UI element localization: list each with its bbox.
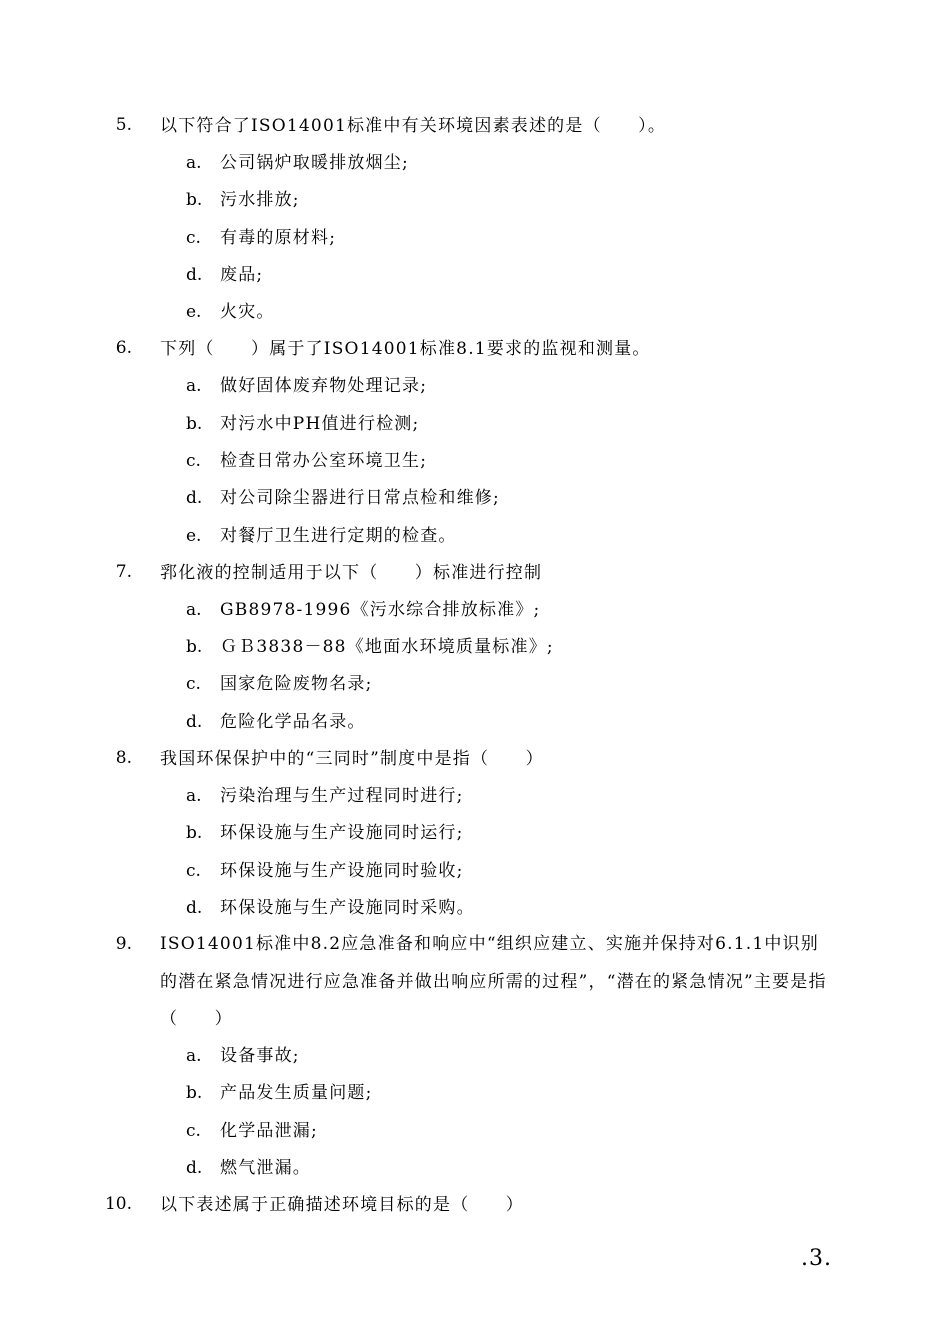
option-text: 做好固体废弃物处理记录; (220, 376, 428, 396)
question-text: 我国环保保护中的“三同时”制度中是指（ ） (160, 749, 544, 769)
question-text: 以下表述属于正确描述环境目标的是（ ） (160, 1195, 524, 1215)
question-text: 郛化液的控制适用于以下（ ）标准进行控制 (160, 563, 543, 583)
option-letter: d. (186, 488, 203, 508)
option-text: 废品; (220, 265, 264, 285)
question-number: 8. (115, 748, 132, 768)
option-letter: a. (186, 1046, 202, 1066)
option-text: 环保设施与生产设施同时验收; (220, 861, 464, 881)
option-letter: c. (186, 861, 201, 881)
option-letter: a. (186, 600, 202, 620)
question-number: 7. (115, 562, 132, 582)
option-letter: b. (186, 190, 203, 210)
option-text: GB8978-1996《污水综合排放标准》; (220, 600, 541, 620)
option-letter: e. (186, 526, 202, 546)
option-letter: b. (186, 637, 203, 657)
question-number: 10. (104, 1194, 132, 1214)
option-text: 火灾。 (220, 302, 275, 322)
question-text: 以下符合了ISO14001标准中有关环境因素表述的是（ ）。 (160, 116, 667, 136)
option-text: 对污水中PH值进行检测; (220, 414, 420, 434)
option-letter: a. (186, 153, 202, 173)
option-letter: d. (186, 712, 203, 732)
option-text: 检查日常办公室环境卫生; (220, 451, 428, 471)
option-letter: e. (186, 302, 202, 322)
option-text: 对公司除尘器进行日常点检和维修; (220, 488, 500, 508)
option-letter: a. (186, 376, 202, 396)
option-text: 公司锅炉取暖排放烟尘; (220, 153, 409, 173)
option-letter: c. (186, 674, 201, 694)
option-letter: c. (186, 1121, 201, 1141)
option-text: 污水排放; (220, 190, 300, 210)
option-text: 设备事故; (220, 1046, 300, 1066)
option-letter: c. (186, 451, 201, 471)
option-text: 有毒的原材料; (220, 228, 337, 248)
option-text: ＧＢ3838－88《地面水环境质量标准》; (220, 637, 554, 657)
option-letter: b. (186, 414, 203, 434)
option-text: 对餐厅卫生进行定期的检查。 (220, 526, 457, 546)
option-letter: b. (186, 823, 203, 843)
question-text: ISO14001标准中8.2应急准备和响应中“组织应建立、实施并保持对6.1.1中识别的潜在紧急情况进行应急准备并做出响应所需的过程”，“潜在的紧急情况”主要是指（ ） (160, 934, 827, 1029)
option-text: 危险化学品名录。 (220, 712, 366, 732)
option-text: 国家危险废物名录; (220, 674, 373, 694)
option-text: 环保设施与生产设施同时运行; (220, 823, 464, 843)
option-text: 污染治理与生产过程同时进行; (220, 786, 464, 806)
option-letter: d. (186, 898, 203, 918)
question-text: 下列（ ）属于了ISO14001标准8.1要求的监视和测量。 (160, 339, 651, 359)
option-text: 产品发生质量问题; (220, 1083, 373, 1103)
page-number: .3. (801, 1246, 832, 1271)
option-letter: b. (186, 1083, 203, 1103)
option-text: 环保设施与生产设施同时采购。 (220, 898, 475, 918)
option-letter: d. (186, 1158, 203, 1178)
question-number: 9. (115, 934, 132, 954)
option-letter: d. (186, 265, 203, 285)
option-text: 燃气泄漏。 (220, 1158, 311, 1178)
option-text: 化学品泄漏; (220, 1121, 318, 1141)
option-letter: a. (186, 786, 202, 806)
option-letter: c. (186, 228, 201, 248)
question-number: 5. (115, 115, 132, 135)
question-number: 6. (115, 338, 132, 358)
